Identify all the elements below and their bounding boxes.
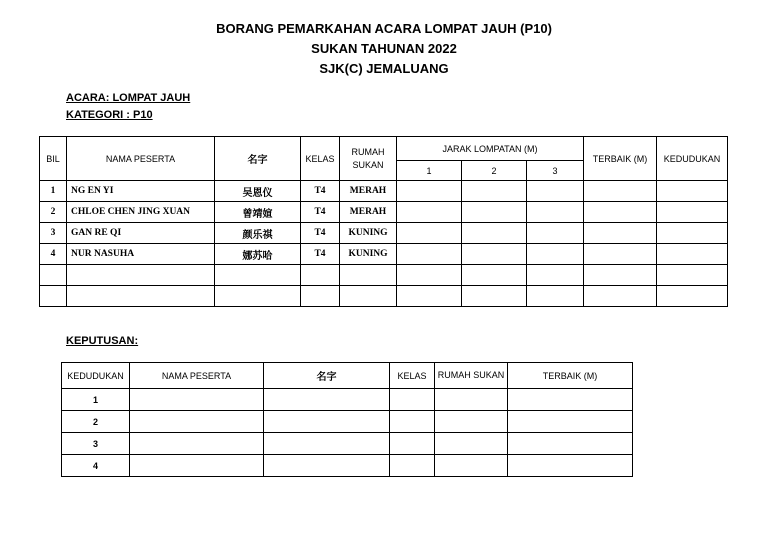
table-row-empty [40,265,728,286]
keputusan-table [61,362,633,477]
scoring-table [39,136,728,307]
kep-rank: 2 [62,411,130,433]
cell-nama: NG EN YI [67,181,215,202]
kep-rank: 1 [62,389,130,411]
cell-bil: 4 [40,244,67,265]
table-row [40,223,728,244]
cell-jarak-3[interactable] [527,181,584,202]
cell-terbaik[interactable] [584,181,657,202]
kep-header-kedudukan: KEDUDUKAN [62,363,130,389]
header-chinese: 名字 [215,137,301,181]
kep-header-nama: NAMA PESERTA [130,363,264,389]
cell-nama: GAN RE QI [67,223,215,244]
cell-jarak-1[interactable] [397,202,462,223]
table-row [40,181,728,202]
header-jarak: JARAK LOMPATAN (M) [397,137,584,161]
cell-chinese: 曾靖媗 [215,202,301,223]
cell-kelas: T4 [301,223,340,244]
table-row-empty [40,286,728,307]
cell-chinese: 娜苏哈 [215,244,301,265]
cell-kelas: T4 [301,244,340,265]
cell-kelas: T4 [301,181,340,202]
cell-jarak-3[interactable] [527,202,584,223]
cell-jarak-1[interactable] [397,181,462,202]
cell-terbaik[interactable] [584,202,657,223]
cell-rumah: MERAH [340,202,397,223]
cell-kedudukan[interactable] [657,181,728,202]
title-line-2: SUKAN TAHUNAN 2022 [311,41,457,56]
kep-header-chinese: 名字 [264,363,390,389]
keputusan-row [62,411,633,433]
cell-jarak-2[interactable] [462,202,527,223]
header-rumah: RUMAH SUKAN [340,137,397,181]
cell-jarak-1[interactable] [397,244,462,265]
header-jarak-1: 1 [397,161,462,181]
keputusan-row [62,389,633,411]
cell-rumah: KUNING [340,223,397,244]
cell-bil: 1 [40,181,67,202]
cell-bil: 2 [40,202,67,223]
cell-terbaik[interactable] [584,223,657,244]
cell-chinese: 颜乐祺 [215,223,301,244]
cell-jarak-2[interactable] [462,223,527,244]
header-kelas: KELAS [301,137,340,181]
header-kedudukan: KEDUDUKAN [657,137,728,181]
cell-kelas: T4 [301,202,340,223]
cell-rumah: KUNING [340,244,397,265]
keputusan-row [62,455,633,477]
cell-bil: 3 [40,223,67,244]
kep-header-terbaik: TERBAIK (M) [508,363,633,389]
kategori-label: KATEGORI : P10 [66,109,153,121]
cell-jarak-3[interactable] [527,223,584,244]
header-jarak-2: 2 [462,161,527,181]
header-nama: NAMA PESERTA [67,137,215,181]
cell-jarak-3[interactable] [527,244,584,265]
table-row [40,244,728,265]
cell-jarak-2[interactable] [462,181,527,202]
kep-rank: 3 [62,433,130,455]
header-jarak-3: 3 [527,161,584,181]
cell-rumah: MERAH [340,181,397,202]
cell-terbaik[interactable] [584,244,657,265]
cell-nama: NUR NASUHA [67,244,215,265]
kep-rank: 4 [62,455,130,477]
cell-jarak-2[interactable] [462,244,527,265]
title-line-3: SJK(C) JEMALUANG [319,61,449,76]
cell-kedudukan[interactable] [657,202,728,223]
cell-jarak-1[interactable] [397,223,462,244]
header-terbaik: TERBAIK (M) [584,137,657,181]
cell-chinese: 吴恩仪 [215,181,301,202]
keputusan-row [62,433,633,455]
title-line-1: BORANG PEMARKAHAN ACARA LOMPAT JAUH (P10) [216,21,552,36]
keputusan-heading: KEPUTUSAN: [66,335,139,347]
kep-header-kelas: KELAS [390,363,435,389]
table-row [40,202,728,223]
cell-kedudukan[interactable] [657,223,728,244]
cell-kedudukan[interactable] [657,244,728,265]
header-bil: BIL [40,137,67,181]
acara-label: ACARA: LOMPAT JAUH [66,92,191,104]
document-title [0,19,768,79]
cell-nama: CHLOE CHEN JING XUAN [67,202,215,223]
kep-header-rumah: RUMAH SUKAN [435,363,508,389]
